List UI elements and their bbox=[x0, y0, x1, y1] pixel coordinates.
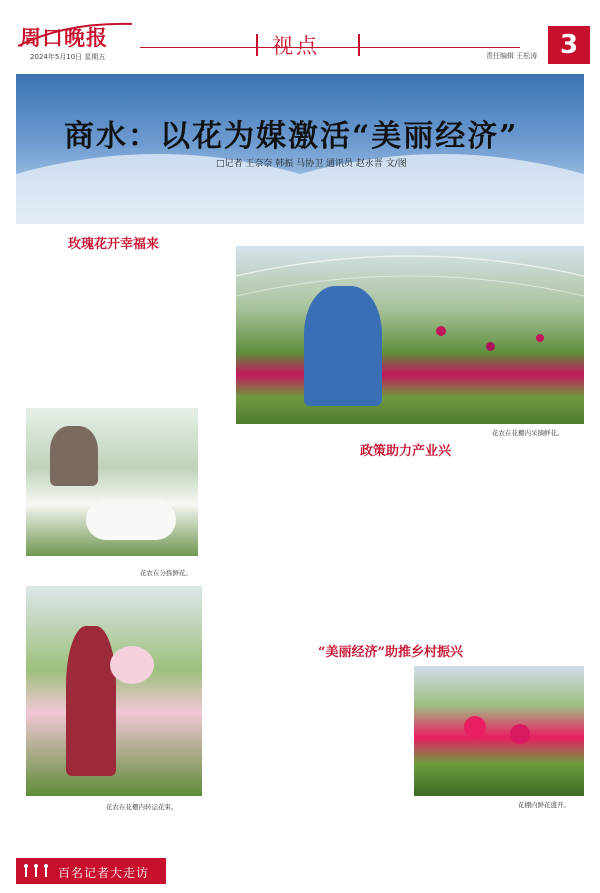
newspaper-logo bbox=[16, 18, 134, 50]
rose-bloom bbox=[536, 334, 544, 342]
farmer-figure bbox=[50, 426, 98, 486]
section-roses-body bbox=[16, 254, 230, 404]
hero-caption: 花农在花棚内采摘鲜花。 bbox=[492, 429, 564, 437]
subhead-rural-revival: “美丽经济”助推乡村振兴 bbox=[318, 645, 463, 660]
editor-line: 责任编辑 王松涛 bbox=[486, 52, 538, 60]
section-bar-right bbox=[358, 34, 360, 56]
rose-bloom bbox=[510, 724, 530, 744]
white-flower-pile bbox=[86, 500, 176, 540]
headline-banner bbox=[16, 74, 584, 224]
section-rural-body bbox=[234, 662, 406, 858]
bouquet bbox=[110, 646, 154, 684]
headline: 商水：以花为媒激活“美丽经济” bbox=[64, 119, 519, 154]
marching-figures-icon bbox=[20, 862, 52, 880]
carrying-photo bbox=[26, 586, 202, 796]
header-rule bbox=[140, 47, 520, 48]
sorting-photo bbox=[26, 408, 198, 556]
carrying-caption: 花农在花棚内转运花束。 bbox=[106, 803, 178, 811]
issue-date: 2024年5月10日 星期五 bbox=[30, 53, 106, 61]
logo-text: 周口晚报 bbox=[20, 25, 108, 50]
page-number: 3 bbox=[548, 26, 590, 64]
section-rural-closing bbox=[414, 816, 584, 858]
section-policy-body-col1 bbox=[234, 466, 408, 626]
roses-photo bbox=[414, 666, 584, 796]
farmer-figure bbox=[304, 286, 382, 406]
rose-bloom bbox=[464, 716, 486, 738]
rose-bloom bbox=[436, 326, 446, 336]
footer-label: 百名记者大走访 bbox=[58, 866, 150, 880]
sorting-caption: 花农在分拣鲜花。 bbox=[140, 569, 192, 577]
byline: □记者 王奈奈 韩振 马协卫 通讯员 赵永晋 文/图 bbox=[216, 159, 407, 169]
masthead bbox=[0, 0, 600, 62]
section-title: 视点 bbox=[272, 34, 320, 58]
section-bar-left bbox=[256, 34, 258, 56]
greenhouse-frame-icon bbox=[236, 246, 584, 424]
subhead-roses: 玫瑰花开幸福来 bbox=[68, 237, 160, 252]
roses-caption: 花棚内鲜花盛开。 bbox=[518, 801, 570, 809]
hero-photo bbox=[236, 246, 584, 424]
section-policy-body-col2 bbox=[414, 466, 584, 626]
rose-bloom bbox=[486, 342, 495, 351]
subhead-policy: 政策助力产业兴 bbox=[360, 444, 452, 459]
farmer-figure bbox=[66, 626, 116, 776]
